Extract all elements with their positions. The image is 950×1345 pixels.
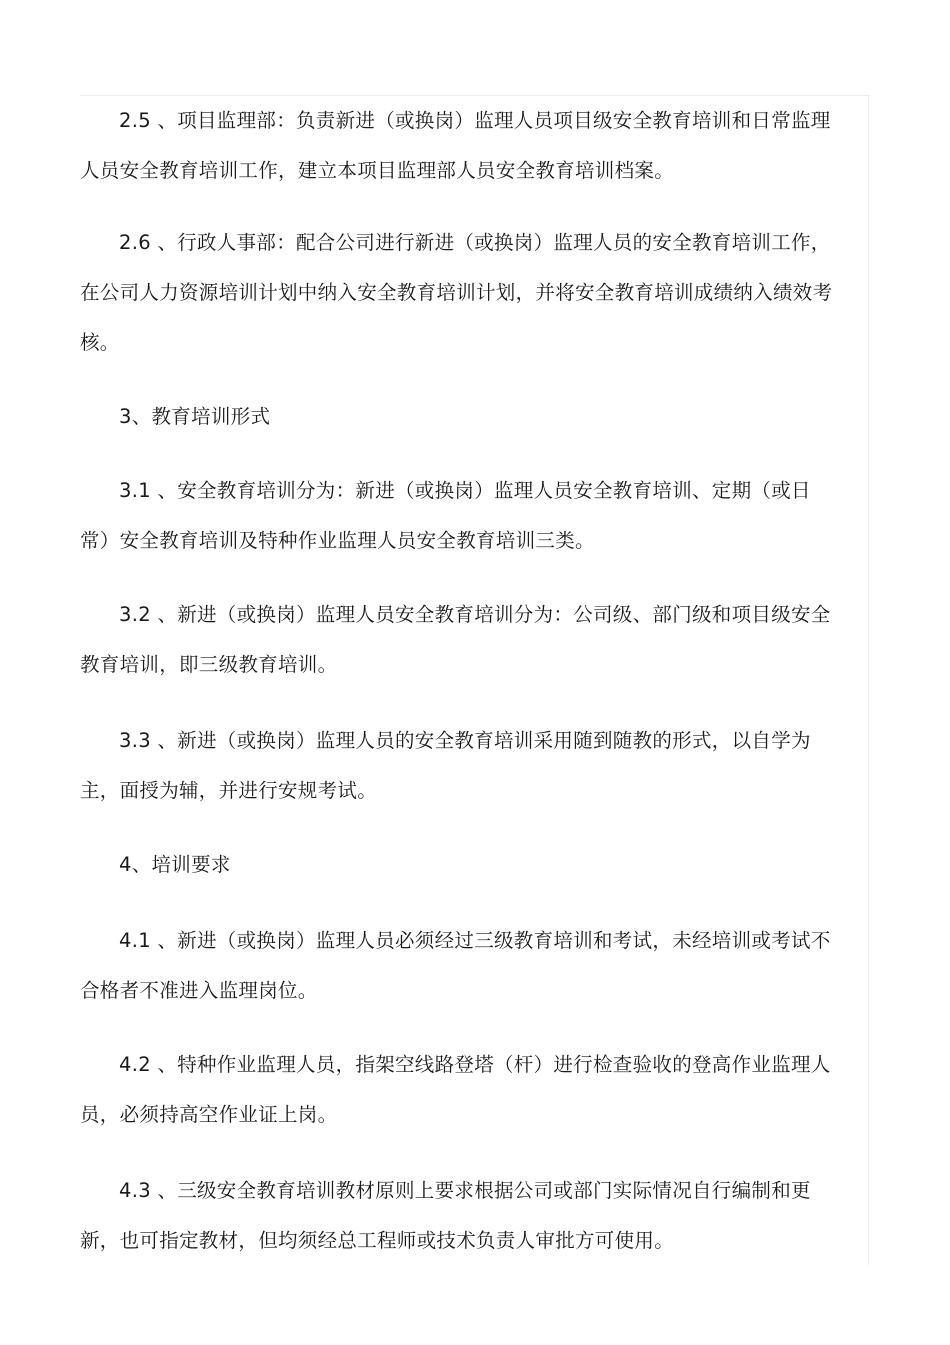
document-page <box>80 96 868 1264</box>
paragraph-2-6: 2.6 、行政人事部：配合公司进行新进（或换岗）监理人员的安全教育培训工作，在公司人力资源培训计划中纳入安全教育培训计划，并将安全教育培训成绩纳入绩效考核。 <box>80 231 833 354</box>
paragraph-2-5: 2.5 、项目监理部：负责新进（或换岗）监理人员项目级安全教育培训和日常监理人员安全教育培训工作，建立本项目监理部人员安全教育培训档案。 <box>80 109 831 182</box>
heading-4: 4、培训要求 <box>119 853 231 876</box>
paragraph-4-3: 4.3 、三级安全教育培训教材原则上要求根据公司或部门实际情况自行编制和更新，也可指定教材，但均须经总工程师或技术负责人审批方可使用。 <box>80 1179 811 1252</box>
paragraph-4-1: 4.1 、新进（或换岗）监理人员必须经过三级教育培训和考试，未经培训或考试不合格者不准进入监理岗位。 <box>80 929 831 1002</box>
paragraph-3-1: 3.1 、安全教育培训分为：新进（或换岗）监理人员安全教育培训、定期（或日常）安全教育培训及特种作业监理人员安全教育培训三类。 <box>80 479 811 552</box>
paragraph-3-3: 3.3 、新进（或换岗）监理人员的安全教育培训采用随到随教的形式，以自学为主，面授为辅，并进行安规考试。 <box>80 729 811 802</box>
heading-3: 3、教育培训形式 <box>119 405 271 428</box>
page-border-right <box>868 95 869 1265</box>
paragraph-3-2: 3.2 、新进（或换岗）监理人员安全教育培训分为：公司级、部门级和项目级安全教育培训，即三级教育培训。 <box>80 603 831 676</box>
paragraph-4-2: 4.2 、特种作业监理人员，指架空线路登塔（杆）进行检查验收的登高作业监理人员，必须持高空作业证上岗。 <box>80 1053 831 1126</box>
